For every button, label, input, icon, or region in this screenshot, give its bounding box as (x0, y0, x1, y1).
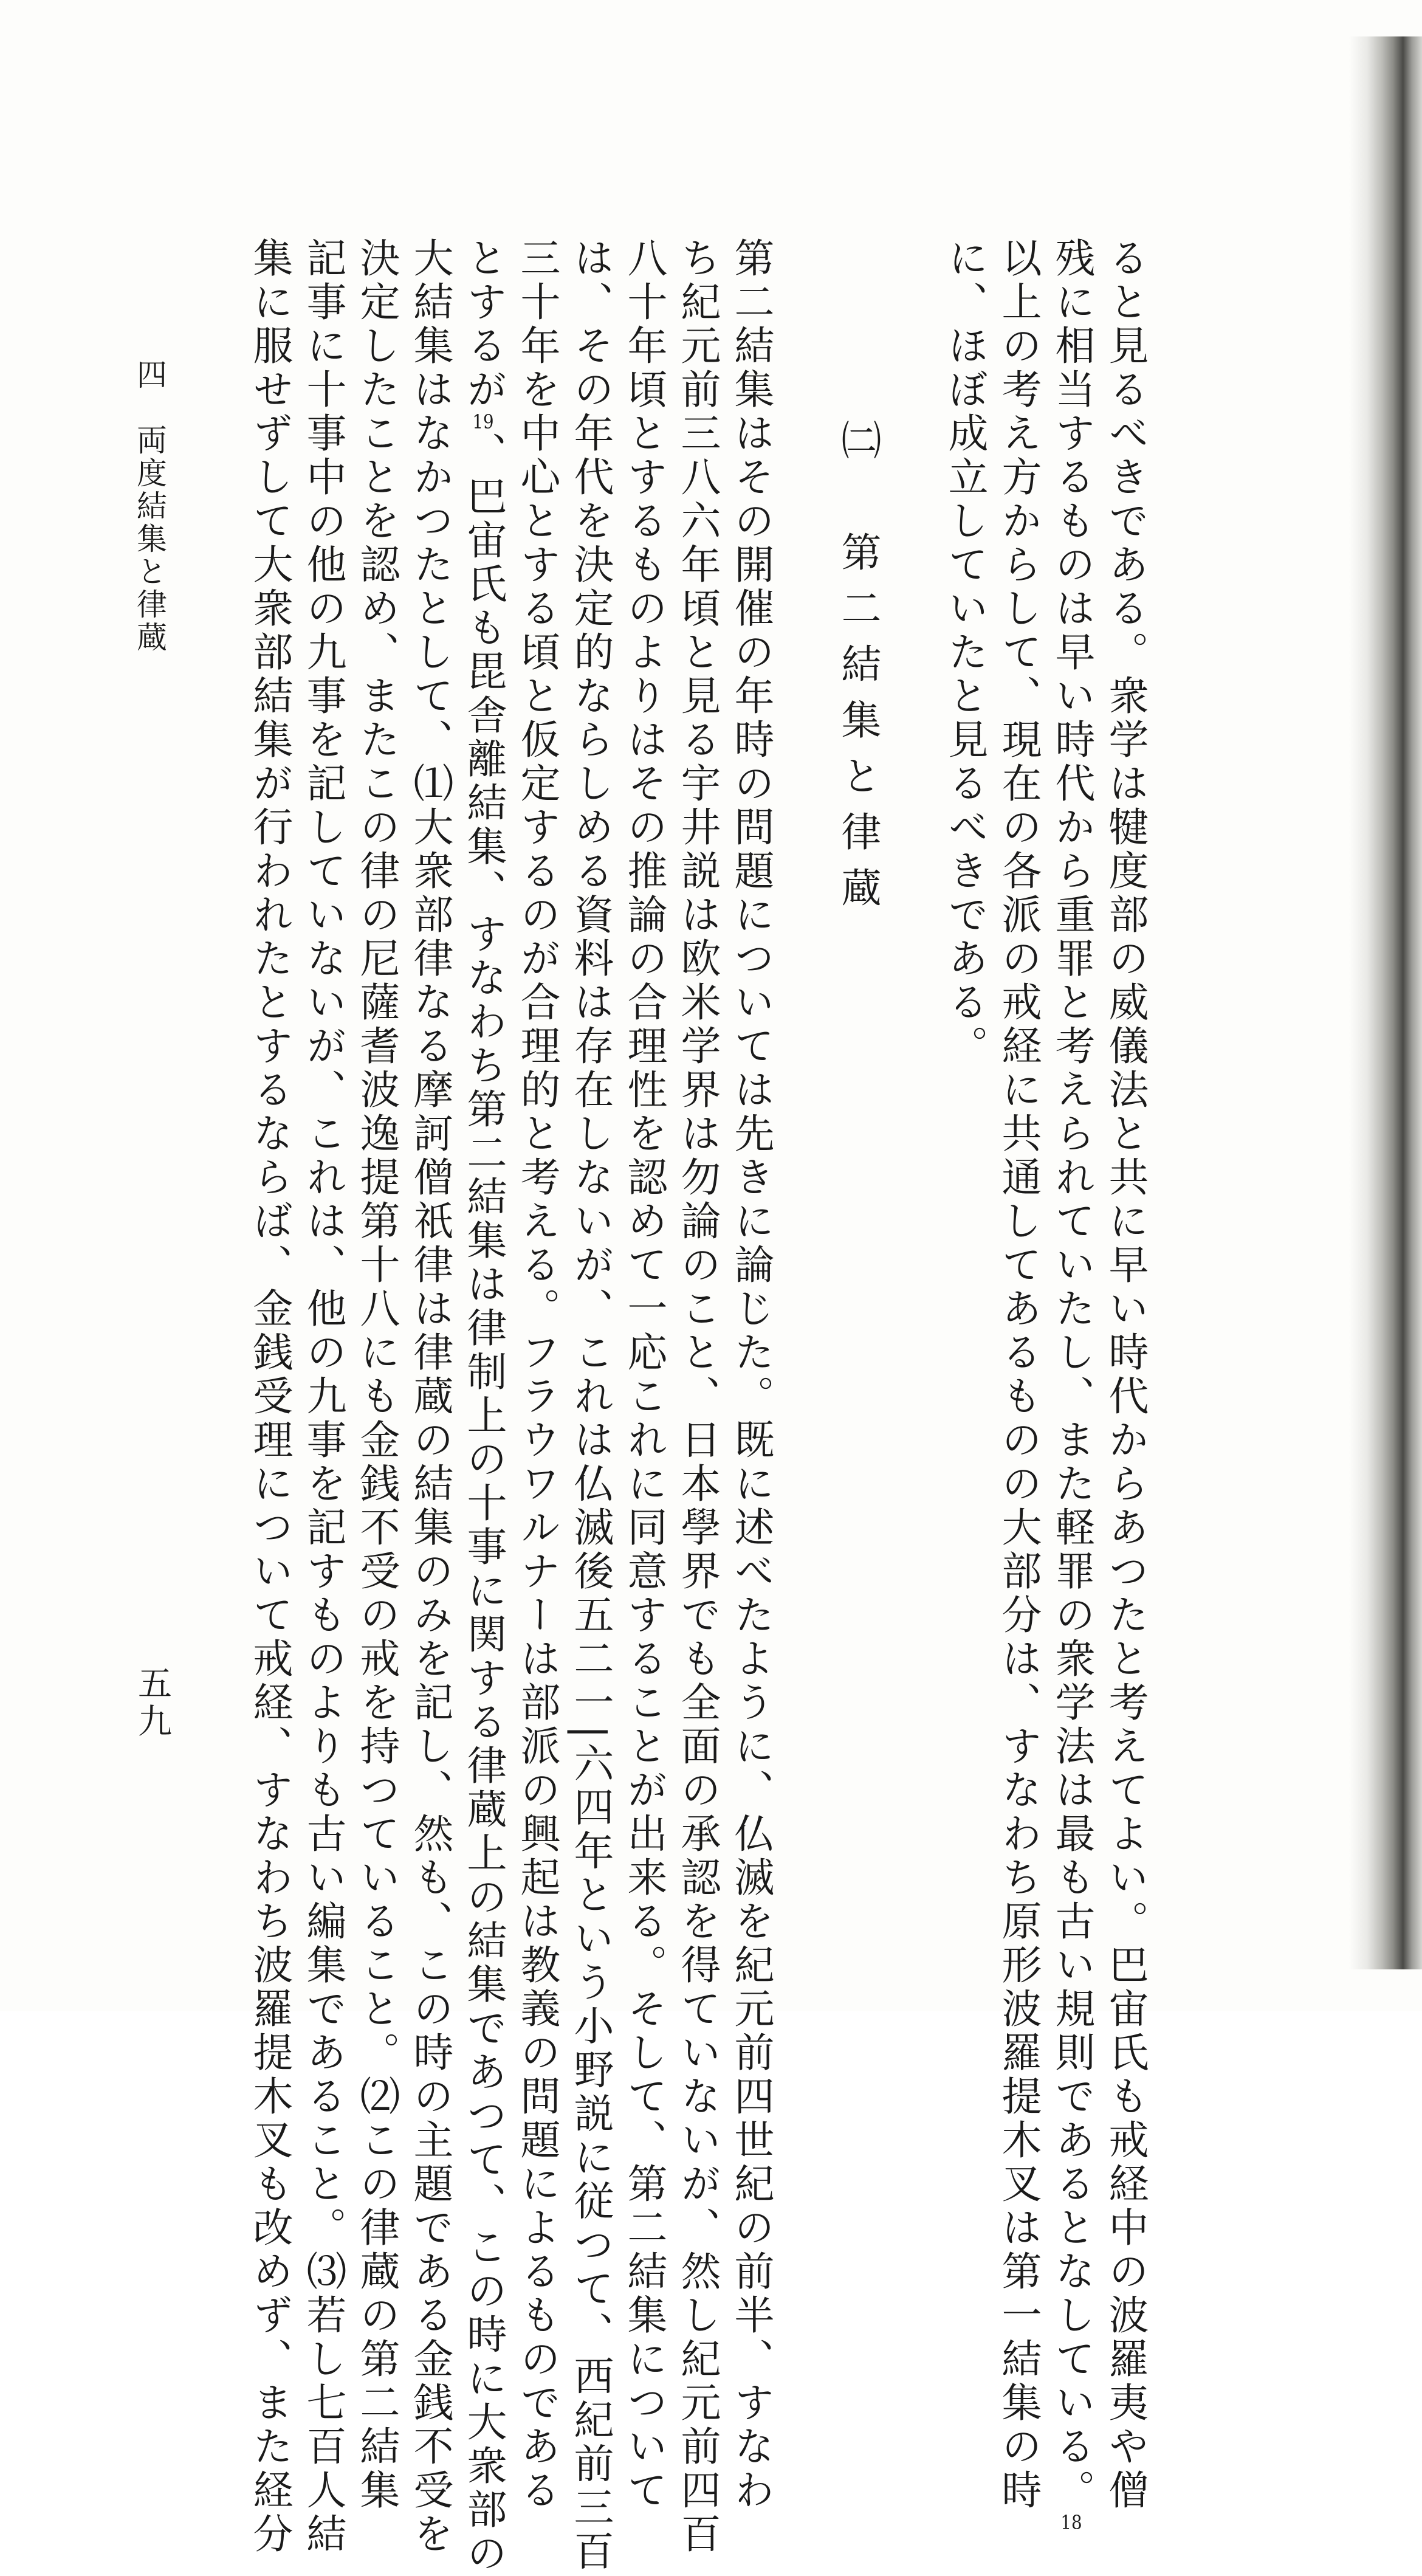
text-column: に、ほぼ成立していたと見るべきである。 (941, 237, 988, 1069)
footnote-marker: 19 (472, 412, 494, 432)
text-column: 記事に十事中の他の九事を記していないが、これは、他の九事を記すものよりも古い編集であること。⑶若し七百人結 (300, 237, 346, 2557)
blank-column (777, 237, 831, 1903)
body-text (64, 237, 1152, 2576)
text-column: 集に服せずして大衆部結集が行われたとするならば、金銭受理について戒経、すなわち波羅提木叉も改めず、また経分 (246, 237, 293, 2557)
text-column: 八十年頃とするものよりはその推論の合理性を認めて一応これに同意することが出来る。そして、第二結集について (620, 237, 667, 2513)
running-head: 四 両度結集と律蔵 (132, 359, 167, 654)
text-column: ち紀元前三八六年頃と見る宇井説は欧米学界は勿論のこと、日本學界でも全面の承認を得ていないが、然し紀元前四百 (674, 237, 721, 2557)
text-column: 第二結集はその開催の年時の問題については先きに論じた。既に述べたように、仏滅を紀元前四世紀の前半、すなわ (727, 237, 774, 2513)
page-number: 五九 (132, 1665, 172, 1741)
section-heading: ㈡ 第二結集と律蔵 (834, 419, 881, 923)
text-column: ると見るべきである。衆学は犍度部の威儀法と共に早い時代からあつたと考えてよい。巴宙氏も戒経中の波羅夷や僧 (1102, 237, 1149, 2513)
text-column-part: 、巴宙氏も毘舎離結集、すなわち第二結集は律制上の十事に関する律蔵上の結集であつて、この時に大衆部の (460, 432, 507, 2576)
text-column: 大結集はなかつたとして、⑴大衆部律なる摩訶僧祇律は律蔵の結集のみを記し、然も、この時の主題である金銭不受を (407, 237, 453, 2557)
footnote-marker: 18 (1060, 2513, 1082, 2532)
text-column-part: とするが (460, 237, 507, 412)
text-column: は、その年代を決定的ならしめる資料は存在しないが、これは仏滅後五二一|六四年という小野説に従つて、西紀前三百 (567, 237, 614, 2574)
text-column-with-note (456, 237, 510, 2576)
text-column-with-note (1045, 237, 1098, 2532)
text-column-part: 残に相当するものは早い時代から重罪と考えられていたし、また軽罪の衆学法は最も古い規則であるとなしている。 (1048, 237, 1095, 2513)
text-column: 決定したことを認め、またこの律の尼薩耆波逸提第十八にも金銭不受の戒を持つていること。⑵この律蔵の第二結集 (353, 237, 400, 2513)
blank-column (884, 237, 938, 1903)
text-column: 三十年を中心とする頃と仮定するのが合理的と考える。フラウワルナーは部派の興起は教義の問題によるものである (514, 237, 560, 2513)
text-column: 以上の考え方からして、現在の各派の戒経に共通してあるものの大部分は、すなわち原形波羅提木叉は第一結集の時 (995, 237, 1042, 2513)
binding-edge-shadow (1349, 36, 1422, 1969)
